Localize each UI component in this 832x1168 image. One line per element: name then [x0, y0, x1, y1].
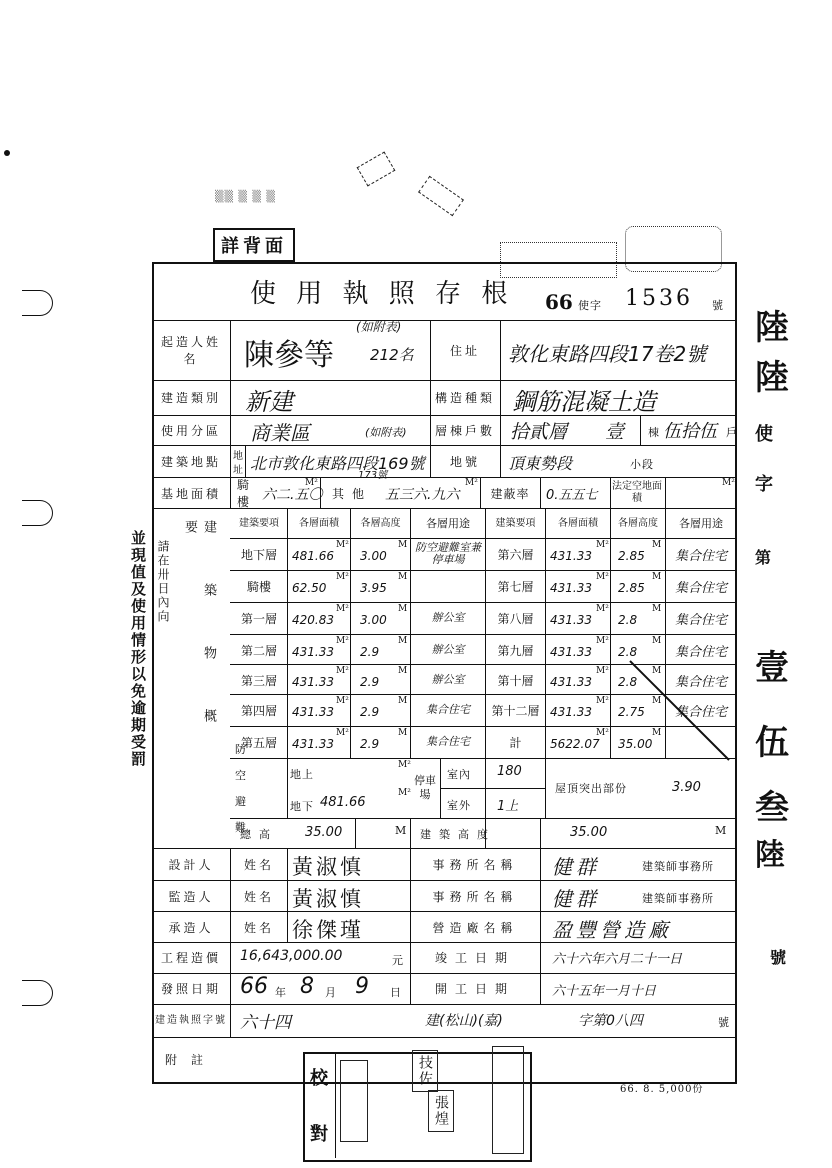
floor-area-unit: M² — [596, 728, 609, 738]
floor-height-unit: M — [652, 666, 662, 676]
floor-height-right: 2.8 — [618, 645, 638, 659]
permit-year: 66 — [545, 290, 573, 314]
floor-area-right: 5622.07 — [550, 737, 600, 751]
floor-height-unit: M — [398, 636, 408, 646]
zone: 商業區 — [250, 421, 310, 445]
floor-use-right: 集合住宅 — [674, 674, 727, 690]
rule — [540, 818, 541, 848]
rule — [665, 508, 666, 758]
floor-name-right: 第七層 — [497, 579, 534, 594]
side-notice: 並現值及使用情形以免逾期受罰 — [129, 530, 147, 768]
floor-area-unit: M² — [596, 666, 609, 676]
legal-space-label: 法定空地面積 — [612, 481, 662, 504]
person-name-label: 姓名 — [243, 889, 274, 904]
issue-year: 66 — [240, 974, 268, 999]
owner-address: 敦化東路四段17卷2號 — [508, 342, 707, 366]
issue-month: 8 — [300, 974, 314, 999]
person-name: 徐傑瑾 — [292, 918, 364, 942]
rule — [545, 508, 546, 818]
floor-area-unit: M² — [596, 636, 609, 646]
right-margin-char: 號 — [770, 948, 787, 967]
lot-sub: 小段 — [630, 458, 654, 471]
floor-name-left: 第四層 — [240, 703, 277, 718]
area-label: 基地面積 — [160, 486, 221, 501]
rule — [152, 445, 737, 446]
floor-height-unit: M — [398, 728, 408, 738]
person-name: 黃淑慎 — [292, 887, 364, 911]
office-label: 事務所名稱 — [432, 889, 518, 904]
rule — [610, 508, 611, 758]
building-height-label: 建築高度 — [420, 828, 496, 841]
floor-use-left: 辦公室 — [431, 611, 465, 624]
legal-unit: M² — [722, 478, 735, 488]
rule — [152, 1037, 737, 1038]
construction-type-label: 建造類別 — [160, 391, 221, 405]
rule — [245, 445, 246, 477]
total-height: 35.00 — [305, 825, 343, 840]
floor-name-left: 第五層 — [240, 735, 277, 750]
rule — [410, 818, 411, 848]
side-notice-inner: 請在卅日內向 — [156, 540, 170, 624]
rule — [335, 1052, 336, 1158]
floor-height-unit: M — [398, 572, 408, 582]
margin-mark — [4, 150, 10, 156]
rule — [540, 477, 541, 508]
floor-area-left: 420.83 — [292, 613, 334, 627]
office-suffix: 建築師事務所 — [642, 892, 714, 905]
right-margin-char: 壹 — [755, 648, 789, 688]
floor-area-unit: M² — [596, 572, 609, 582]
right-margin-char: 伍 — [755, 723, 789, 763]
floor-name-right: 第八層 — [497, 611, 534, 626]
outdoor-label: 室外 — [447, 799, 471, 812]
floor-height-left: 2.9 — [360, 737, 380, 751]
floor-height-right: 2.75 — [618, 705, 645, 719]
shelter-label: 防空避難 — [235, 743, 249, 834]
floor-use-left: 集合住宅 — [426, 703, 470, 716]
structure: 鋼筋混凝土造 — [512, 388, 656, 416]
floor-name-right: 第十二層 — [491, 703, 540, 718]
parking-label: 停車場 — [414, 774, 436, 801]
floor-use-left: 辦公室 — [431, 673, 465, 686]
rule — [610, 477, 611, 508]
arcade-area: 六二.五〇 — [262, 487, 323, 503]
done-label: 竣工日期 — [434, 951, 515, 965]
buildings: 壹 — [605, 421, 625, 443]
floor-use-right: 集合住宅 — [674, 644, 727, 660]
header-use-right: 各層用途 — [679, 517, 723, 530]
shelter-below-label: 地下 — [290, 800, 314, 813]
floor-height-right: 2.8 — [618, 675, 638, 689]
form-title: 使 用 執 照 存 根 — [250, 279, 514, 309]
person-name-label: 姓名 — [243, 857, 274, 872]
rule — [485, 508, 486, 848]
floor-area-right: 431.33 — [550, 549, 592, 563]
top-smudge-2 — [418, 176, 464, 216]
floor-height-unit: M — [652, 604, 662, 614]
header-area-left: 各層面積 — [299, 517, 339, 529]
header-height-left: 各層高度 — [360, 517, 401, 529]
floor-height-right: 2.85 — [618, 581, 645, 595]
floor-use-right: 集合住宅 — [674, 548, 727, 564]
rule — [350, 508, 351, 758]
floor-area-unit: M² — [596, 540, 609, 550]
site-address: 北市敦化東路四段169號 — [250, 454, 425, 473]
role-label: 設計人 — [168, 857, 214, 872]
rule — [410, 508, 411, 758]
other-unit: M² — [465, 478, 478, 488]
margin-mark-curve-3 — [22, 980, 53, 1006]
floor-use-left: 防空避難室兼停車場 — [415, 541, 481, 566]
floor-height-left: 2.9 — [360, 675, 380, 689]
rule — [410, 848, 411, 1004]
floor-name-left: 騎樓 — [246, 579, 271, 594]
shelter-above-label: 地上 — [290, 768, 314, 781]
floor-height-left: 3.00 — [360, 549, 387, 563]
roof: 3.90 — [672, 780, 701, 795]
rule — [287, 848, 288, 942]
floor-area-left: 431.33 — [292, 705, 334, 719]
start-label: 開工日期 — [434, 982, 515, 996]
floor-use-right: 集合住宅 — [674, 580, 727, 596]
rule — [230, 758, 737, 759]
site-sub1: 地 — [233, 451, 243, 462]
office-label: 營造廠名稱 — [432, 920, 518, 935]
floor-height-unit: M — [652, 540, 662, 550]
other-label: 其他 — [331, 486, 372, 501]
floor-height-right: 2.8 — [618, 613, 638, 627]
office-name: 健群 — [552, 855, 600, 879]
rule — [665, 477, 666, 508]
office-name: 健群 — [552, 887, 600, 911]
rule — [500, 320, 501, 477]
review-seal-3: 張煌 — [428, 1090, 454, 1132]
floor-height-right: 2.85 — [618, 549, 645, 563]
floor-name-right: 計 — [509, 735, 522, 750]
rule — [640, 415, 641, 445]
owner-name-note: (如附表) — [356, 320, 402, 334]
review-label-1: 校 — [310, 1068, 328, 1089]
floor-area-left: 431.33 — [292, 675, 334, 689]
header-use-left: 各層用途 — [426, 517, 470, 530]
site-address-2: 173號 — [358, 470, 388, 481]
floor-name-right: 第六層 — [497, 547, 534, 562]
shelter-above-unit: M² — [398, 760, 411, 770]
floor-area-unit: M² — [336, 540, 349, 550]
floor-area-unit: M² — [336, 604, 349, 614]
floor-area-right: 431.33 — [550, 705, 592, 719]
floor-name-left: 第一層 — [240, 611, 277, 626]
total-height-unit: M — [395, 824, 407, 837]
floor-height-unit: M — [652, 728, 662, 738]
margin-mark-curve-2 — [22, 500, 53, 526]
floor-height-left: 3.00 — [360, 613, 387, 627]
floor-area-right: 431.33 — [550, 613, 592, 627]
floor-use-left — [412, 571, 484, 601]
arcade-unit: M² — [305, 478, 318, 488]
rule — [152, 1004, 737, 1005]
shelter-below-unit: M² — [398, 788, 411, 798]
header-item-left: 建築要項 — [239, 517, 279, 529]
rule — [430, 320, 431, 477]
faint-text: ▒▒ ▒ ▒ ▒ — [215, 190, 276, 203]
floor-area-left: 62.50 — [292, 581, 327, 595]
right-margin-char: 叁 — [755, 788, 789, 828]
zone-label: 使用分區 — [160, 424, 221, 438]
floor-area-right: 431.33 — [550, 645, 592, 659]
units-label: 棟 — [648, 426, 660, 439]
permit-char: 使字 — [578, 299, 602, 312]
structure-label: 構造種類 — [434, 391, 495, 405]
rule — [230, 320, 231, 508]
floor-name-left: 第三層 — [240, 673, 277, 688]
floor-height-unit: M — [398, 666, 408, 676]
floor-area-unit: M² — [336, 728, 349, 738]
floor-area-unit: M² — [336, 666, 349, 676]
permit-ref-suffix: 字第0八四 — [578, 1013, 643, 1029]
issue-day: 9 — [355, 974, 369, 999]
floor-area-left: 481.66 — [292, 549, 334, 563]
print-run: 66. 8. 5,000份 — [620, 1084, 704, 1095]
note-label: 附註 — [164, 1052, 217, 1067]
office-suffix: 建築師事務所 — [642, 860, 714, 873]
floors-label: 層棟戶數 — [434, 424, 495, 438]
rule — [355, 818, 356, 848]
header-area-right: 各層面積 — [558, 517, 598, 529]
cost: 16,643,000.00 — [240, 948, 343, 964]
cost-label: 工程造價 — [160, 951, 221, 965]
back-side-stamp: 詳背面 — [213, 228, 295, 262]
floor-area-unit: M² — [336, 572, 349, 582]
start-date: 六十五年一月十日 — [552, 984, 657, 999]
floor-height-right: 35.00 — [618, 737, 653, 751]
rule — [440, 788, 545, 789]
header-item-right: 建築要項 — [495, 517, 536, 529]
review-label-2: 對 — [310, 1124, 328, 1145]
outdoor: 1上 — [497, 799, 519, 814]
floor-area-left: 431.33 — [292, 737, 334, 751]
units: 伍拾伍 — [663, 421, 717, 442]
permit-suffix: 號 — [712, 299, 724, 312]
indoor: 180 — [497, 764, 522, 779]
floor-height-unit: M — [652, 572, 662, 582]
other-area: 五三六.九六 — [385, 487, 460, 503]
review-seal-2: 技佐 — [412, 1050, 438, 1092]
total-height-label: 總高 — [240, 828, 278, 841]
coverage-label: 建蔽率 — [490, 486, 530, 501]
office-label: 事務所名稱 — [432, 857, 518, 872]
lot-label: 地號 — [449, 455, 480, 469]
right-margin-char: 字 — [755, 474, 773, 495]
floors: 拾貳層 — [510, 421, 568, 443]
zone-note: (如附表) — [365, 426, 407, 439]
floor-height-unit: M — [652, 636, 662, 646]
owner-label: 起造人姓名 — [160, 335, 221, 366]
roof-label: 屋頂突出部份 — [555, 782, 627, 795]
floor-area-unit: M² — [596, 696, 609, 706]
floor-area-unit: M² — [336, 696, 349, 706]
floor-use-right: 集合住宅 — [674, 704, 727, 720]
owner-name: 陳參等 — [244, 338, 334, 373]
person-name-label: 姓名 — [243, 920, 274, 935]
floor-height-left: 2.9 — [360, 645, 380, 659]
rule — [230, 818, 737, 819]
floor-height-left: 3.95 — [360, 581, 387, 595]
construction-type: 新建 — [245, 388, 293, 416]
review-seal-1 — [340, 1060, 368, 1142]
person-name: 黃淑慎 — [292, 855, 364, 879]
units-suffix: 戶 — [726, 426, 738, 439]
site-label: 建築地點 — [160, 455, 221, 469]
arcade-label: 騎樓 — [236, 478, 257, 509]
top-smudge — [357, 151, 396, 186]
floor-height-unit: M — [398, 696, 408, 706]
rule — [152, 380, 737, 381]
office-name: 盈豐營造廠 — [552, 918, 672, 942]
rule — [287, 508, 288, 818]
floor-name-right: 第九層 — [497, 643, 534, 658]
issue-y: 年 — [275, 986, 287, 999]
floor-area-right: 431.33 — [550, 581, 592, 595]
floor-name-left: 地下層 — [240, 547, 277, 562]
issue-label: 發照日期 — [160, 982, 221, 996]
lot: 頂東勢段 — [508, 454, 573, 473]
permit-number: 1536 — [625, 286, 693, 311]
floor-height-left: 2.9 — [360, 705, 380, 719]
permit-ref-end: 號 — [718, 1016, 730, 1029]
issue-d: 日 — [390, 986, 402, 999]
floor-use-right: 集合住宅 — [674, 612, 727, 628]
review-seal-4 — [492, 1046, 524, 1154]
margin-mark-curve — [22, 290, 53, 316]
rule — [540, 848, 541, 1004]
building-height-unit: M — [715, 824, 727, 837]
floor-height-unit: M — [398, 604, 408, 614]
owner-address-label: 住址 — [449, 343, 480, 358]
building-summary-label: 建築物概要 — [182, 520, 216, 772]
rule — [480, 477, 481, 508]
rule — [152, 320, 737, 321]
floor-use-left: 辦公室 — [431, 643, 465, 656]
floor-name-right: 第十層 — [497, 673, 534, 688]
owner-count: 212名 — [370, 346, 414, 364]
permit-ref-label: 建造執照字號 — [155, 1015, 227, 1026]
right-margin-char: 陸 — [755, 358, 789, 398]
done-date: 六十六年六月二十一日 — [552, 952, 683, 967]
right-margin-char: 第 — [755, 548, 772, 567]
permit-ref-prefix: 六十四 — [240, 1013, 291, 1033]
permit-ref-mid: 建(松山)(嘉) — [425, 1013, 503, 1029]
header-height-right: 各層高度 — [618, 517, 658, 529]
role-label: 監造人 — [168, 889, 214, 904]
floor-height-unit: M — [652, 696, 662, 706]
floor-area-unit: M² — [596, 604, 609, 614]
floor-area-right: 431.33 — [550, 675, 592, 689]
right-margin-char: 使 — [755, 424, 773, 445]
floor-name-left: 第二層 — [240, 643, 277, 658]
floor-use-left: 集合住宅 — [426, 735, 470, 748]
floor-area-left: 431.33 — [292, 645, 334, 659]
right-margin-char: 陸 — [755, 308, 789, 348]
indoor-label: 室內 — [447, 768, 471, 781]
role-label: 承造人 — [168, 920, 214, 935]
floor-area-unit: M² — [336, 636, 349, 646]
site-sub2: 址 — [233, 465, 243, 476]
coverage: 0.五五七 — [546, 488, 598, 503]
rule — [230, 848, 231, 1037]
issue-m: 月 — [325, 986, 337, 999]
floor-height-unit: M — [398, 540, 408, 550]
shelter-below: 481.66 — [320, 795, 366, 810]
right-margin-char: 陸 — [755, 838, 785, 873]
cost-unit: 元 — [392, 954, 404, 967]
building-height: 35.00 — [570, 825, 608, 840]
